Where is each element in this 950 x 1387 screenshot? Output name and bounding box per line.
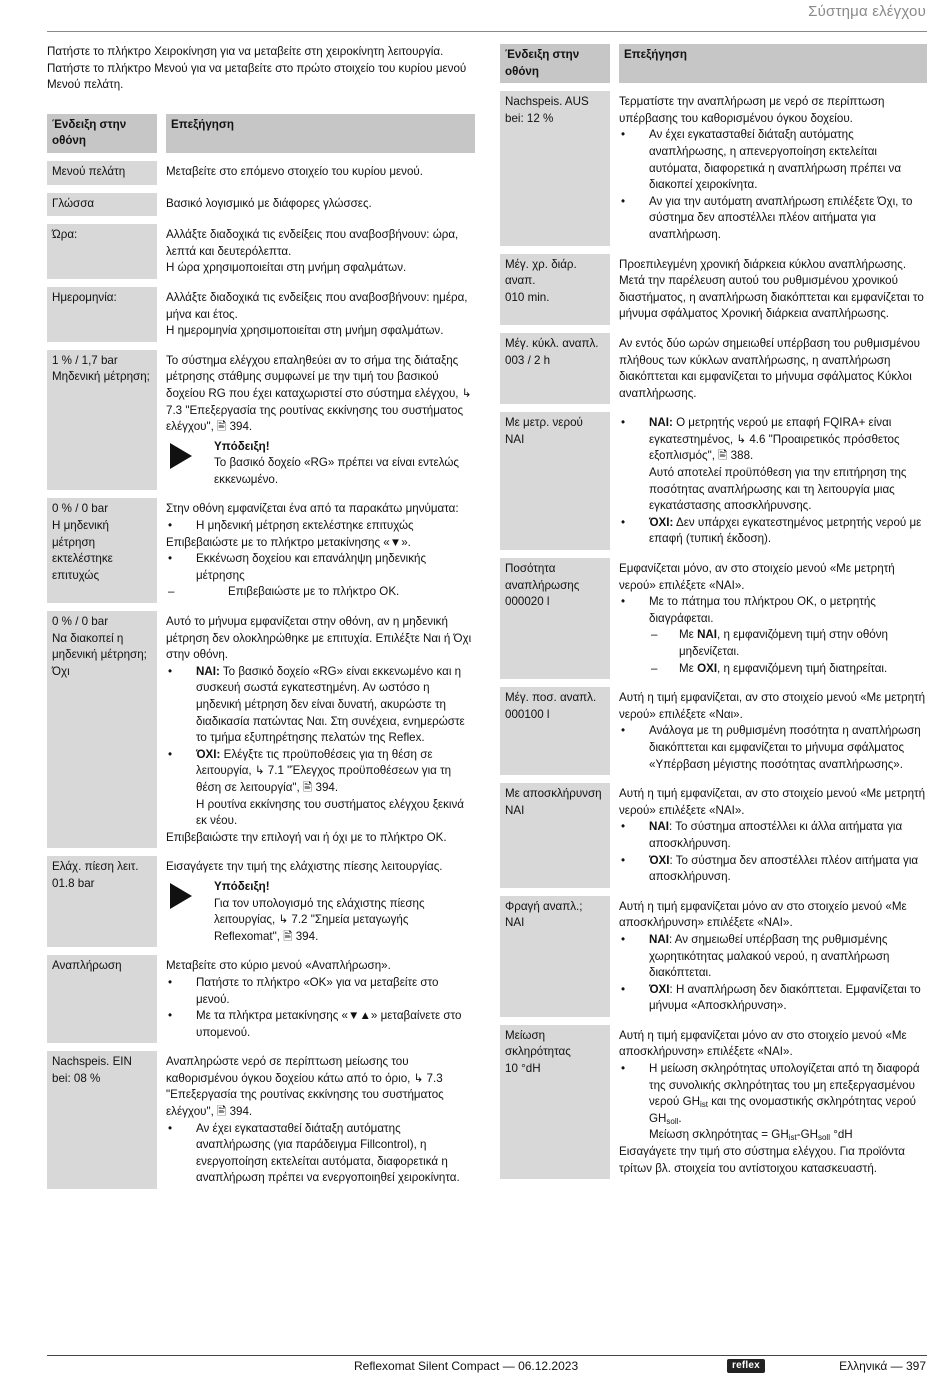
- row-label: Ποσότητα αναπλήρωσης: [505, 562, 580, 592]
- row-label: Να διακοπεί η μηδενική μέτρηση;: [52, 631, 147, 662]
- row-label: bei: 08 %: [52, 1071, 101, 1085]
- subscript: soll: [817, 1133, 830, 1143]
- header-rule: [47, 31, 927, 32]
- dash-pre: Με: [679, 661, 694, 675]
- bullet-text: Ελέγξτε τις προϋποθέσεις για τη θέση σε λειτουργία, ↳ 7.1 "Έλεγχος προϋποθέσεων για τη θέση σε λειτουργία", 🖹 394.: [196, 747, 452, 794]
- row-text: Αυτή η τιμή εμφανίζεται, αν στο στοιχείο μενού «Με μετρητή νερού» επιλέξετε «Ναι».: [619, 691, 926, 721]
- table-row: [500, 783, 927, 888]
- formula: -GH: [796, 1128, 818, 1142]
- row-label: 10 °dH: [505, 1062, 541, 1076]
- table-row: [500, 558, 927, 679]
- dash-pre: Με: [679, 628, 694, 642]
- formula: °dH: [829, 1128, 853, 1142]
- row-label: Ώρα:: [52, 228, 78, 242]
- row-text: Εισαγάγετε την τιμή στο σύστημα ελέγχου. Για προϊόντα τρίτων βλ. στοιχεία του αντίστοιχου κατασκευαστή.: [619, 1145, 905, 1175]
- bullet-text: .: [678, 1111, 682, 1125]
- bullet-item: • Ανάλογα με τη ρυθμισμένη ποσότητα η αναπλήρωση διακόπτεται και εμφανίζεται το μήνυμα σφάλματος «Υπέρβαση μέγιστης ποσότητας αναπλήρωσης».: [619, 723, 927, 773]
- subscript: soll: [666, 1116, 679, 1126]
- table-header-right: [500, 44, 927, 83]
- row-label: Nachspeis. EIN: [52, 1055, 132, 1069]
- bullet-item: [619, 415, 927, 515]
- row-text: Η ημερομηνία χρησιμοποιείται στη μνήμη σφαλμάτων.: [166, 324, 444, 338]
- table-row: [47, 350, 475, 491]
- footer-page-number: Ελληνικά — 397: [839, 1359, 926, 1373]
- bullet-key: ΝΑΙ:: [649, 416, 673, 430]
- row-label: Μέγ. χρ. διάρ. αναπ.: [505, 257, 577, 288]
- bullet-key: ΌΧΙ:: [649, 515, 674, 529]
- bullet-item: [619, 819, 927, 852]
- bullet-item: [166, 664, 475, 747]
- row-label: Μηδενική μέτρηση;: [52, 370, 150, 384]
- bullet-key: ΝΑΙ: [649, 820, 669, 834]
- note-arrow-icon: [170, 443, 192, 469]
- row-label: Μέγ. ποσ. αναπλ.: [505, 691, 597, 705]
- row-text: Μεταβείτε στο κύριο μενού «Αναπλήρωση».: [166, 959, 391, 973]
- bullet-item: • Με τα πλήκτρα μετακίνησης «▼▲» μεταβαίνετε στο υπομενού.: [166, 1008, 475, 1041]
- dash-key: ΟΧΙ: [697, 661, 718, 675]
- table-row: [47, 611, 475, 848]
- dash-item: [649, 627, 927, 660]
- row-label: Η μηδενική μέτρηση εκτελέστηκε επιτυχώς: [52, 519, 113, 582]
- table-row: [47, 161, 475, 185]
- table-row: [47, 955, 475, 1043]
- bullet-text: Δεν υπάρχει εγκατεστημένος μετρητής νερού με επαφή (τυπική έκδοση).: [649, 515, 922, 546]
- row-text: Τερματίστε την αναπλήρωση με νερό σε περίπτωση υπέρβασης του καθορισμένου όγκου δοχείου.: [619, 95, 885, 125]
- row-label: ΝΑΙ: [505, 803, 525, 817]
- header-explanation: Επεξήγηση: [619, 44, 927, 83]
- table-row: [500, 412, 927, 550]
- dash-text: , η εμφανιζόμενη τιμή διατηρείται.: [717, 661, 888, 675]
- row-label: 01.8 bar: [52, 876, 95, 890]
- page-header-title: Σύστημα ελέγχου: [808, 3, 926, 20]
- bullet-item: • Πατήστε το πλήκτρο «OK» για να μεταβείτε στο μενού.: [166, 975, 475, 1008]
- bullet-item: • Εκκένωση δοχείου και επανάληψη μηδενικής μέτρησης: [166, 551, 475, 584]
- row-text: Το σύστημα ελέγχου επαληθεύει αν το σήμα της διάταξης μέτρησης στάθμης συμφωνεί με την τιμή του βασικού δοχείου RG που έχει καταχωριστεί στο σύστημα ελέγχου, ↳ 7.3 "Επεξεργασία της ρουτίνας εκκίνησης του συστήματος ελέγχου", 🖹 394.: [166, 353, 472, 434]
- bullet-item: [619, 853, 927, 886]
- row-label: Μενού πελάτη: [52, 164, 126, 178]
- bullet-item: • Αν έχει εγκατασταθεί διάταξη αυτόματης αναπλήρωσης, η απενεργοποίηση εκτελείται αυτόματα, διαφορετικά η αναπλήρωση πρέπει να διακοπεί χειροκίνητα.: [619, 127, 927, 193]
- bullet-text: Η μείωση σκληρότητας υπολογίζεται από τη διαφορά της συνολικής σκληρότητας του μη επεξεργασμένου νερού GH: [649, 1062, 920, 1109]
- table-row: [47, 1051, 475, 1189]
- row-label: 000020 l: [505, 595, 550, 609]
- bullet-item: [619, 982, 927, 1015]
- row-text: Αυτή η τιμή εμφανίζεται, αν στο στοιχείο μενού «Με μετρητή νερού» επιλέξετε «ΝΑΙ».: [619, 787, 926, 817]
- row-label: ΝΑΙ: [505, 432, 525, 446]
- row-label: Με αποσκλήρυνση: [505, 787, 602, 801]
- row-label: Nachspeis. AUS: [505, 95, 589, 109]
- row-label: 0 % / 0 bar: [52, 502, 109, 516]
- dash-key: ΝΑΙ: [697, 628, 718, 642]
- row-label: Μείωση σκληρότητας: [505, 1028, 571, 1059]
- row-text: Αυτό το μήνυμα εμφανίζεται στην οθόνη, αν η μηδενική μέτρηση δεν ολοκληρώθηκε με επιτυχία. Επιλέξτε Ναι ή Όχι στην οθόνη.: [166, 615, 472, 662]
- row-label: 1 % / 1,7 bar: [52, 353, 118, 367]
- row-label: Αναπλήρωση: [52, 959, 122, 973]
- note-title: Υπόδειξη!: [214, 879, 270, 893]
- row-text: Αυτή η τιμή εμφανίζεται μόνο αν στο στοιχείο μενού «Με αποσκλήρυνση» επιλέξετε «ΝΑΙ».: [619, 1028, 907, 1059]
- row-label: Ημερομηνία:: [52, 290, 117, 304]
- dash-item: [649, 661, 927, 678]
- intro-line-2: Πατήστε το πλήκτρο Μενού για να μεταβείτε στο πρώτο στοιχείο του κυρίου μενού Μενού πελάτη.: [47, 61, 467, 92]
- left-column: [47, 44, 475, 1197]
- row-text: Προεπιλεγμένη χρονική διάρκεια κύκλου αναπλήρωσης. Μετά την παρέλευση αυτού του ρυθμισμένου χρονικού διαστήματος, η αναπλήρωση διακόπτεται και εμφανίζεται το μήνυμα σφάλματος Χρονική διάρκεια αναπλήρωσης.: [619, 257, 924, 321]
- row-text: Αναπληρώστε νερό σε περίπτωση μείωσης του καθορισμένου όγκου δοχείου κάτω από το όριο, ↳ 7.3 "Επεξεργασία της ρουτίνας εκκίνησης του συστήματος ελέγχου", 🖹 394.: [166, 1055, 444, 1119]
- note-box: [166, 439, 475, 489]
- reflex-logo: reflex: [727, 1359, 765, 1373]
- bullet-text: Ο μετρητής νερού με επαφή FQIRA+ είναι εγκατεστημένος, ↳ 4.6 "Προαιρετικός πρόσθετος εξοπλισμός", 🖹 388.: [649, 416, 900, 463]
- table-row: [47, 498, 475, 603]
- formula: Μείωση σκληρότητας = GH: [649, 1128, 789, 1142]
- row-label: ΝΑΙ: [505, 916, 525, 930]
- table-row: [47, 193, 475, 217]
- bullet-text: : Το σύστημα αποστέλλει κι άλλα αιτήματα για αποσκλήρυνση.: [649, 820, 903, 850]
- bullet-item: • Αν έχει εγκατασταθεί διάταξη αυτόματης αναπλήρωσης (για παράδειγμα Fillcontrol), η ενεργοποίηση εκτελείται αυτόματα, διαφορετικά η αναπλήρωση πρέπει να ενεργοποιηθεί χειροκίνητα.: [166, 1121, 475, 1187]
- note-text: Το βασικό δοχείο «RG» πρέπει να είναι εντελώς εκκενωμένο.: [214, 456, 459, 486]
- note-arrow-icon: [170, 883, 192, 909]
- row-label: Ελάχ. πίεση λειτ.: [52, 860, 139, 874]
- intro-text: [47, 44, 475, 94]
- subscript: ist: [788, 1133, 797, 1143]
- bullet-key: ΌΧΙ: [649, 982, 670, 996]
- bullet-text: και της ονομαστικής σκληρότητας νερού GH: [649, 1095, 916, 1125]
- table-row: [500, 254, 927, 325]
- bullet-extra: Αυτό αποτελεί προϋπόθεση για την επιτήρηση της ποσότητας αναπλήρωσης και τη λειτουργία μιας εγκατάστασης αποσκλήρυνσης.: [649, 466, 907, 513]
- header-explanation: Επεξήγηση: [166, 114, 475, 153]
- right-column: [500, 44, 927, 1187]
- bullet-text: : Το σύστημα δεν αποστέλλει πλέον αιτήματα για αποσκλήρυνση.: [649, 853, 919, 884]
- row-label: Φραγή αναπλ.;: [505, 899, 583, 913]
- bullet-key: ΌΧΙ: [649, 853, 670, 867]
- bullet-item: [619, 594, 927, 677]
- header-display: Ένδειξη στην οθόνη: [47, 114, 157, 153]
- row-label: Με μετρ. νερού: [505, 416, 583, 430]
- intro-line-1: Πατήστε το πλήκτρο Χειροκίνηση για να μεταβείτε στη χειροκίνητη λειτουργία.: [47, 45, 444, 58]
- table-row: [47, 856, 475, 947]
- row-text: Βασικό λογισμικό με διάφορες γλώσσες.: [166, 196, 372, 210]
- bullet-extra: Η ρουτίνα εκκίνησης του συστήματος ελέγχου ξεκινά εκ νέου.: [196, 797, 464, 828]
- bullet-item: [619, 932, 927, 982]
- row-label: 010 min.: [505, 290, 550, 304]
- row-text: Αν εντός δύο ωρών σημειωθεί υπέρβαση του ρυθμισμένου πλήθους των κύκλων αναπλήρωσης, η αναπλήρωση διακόπτεται και εμφανίζεται το μήνυμα σφάλματος Κύκλοι αναπλήρωσης.: [619, 336, 920, 400]
- subscript: ist: [699, 1100, 708, 1110]
- footer-product: Reflexomat Silent Compact — 06.12.2023: [354, 1359, 579, 1373]
- table-row: [500, 91, 927, 245]
- note-text: Για τον υπολογισμό της ελάχιστης πίεσης λειτουργίας, ↳ 7.2 "Σημεία μεταγωγής Reflexomat", 🖹 394.: [214, 896, 425, 943]
- row-label: Όχι: [52, 664, 70, 678]
- table-row: [500, 333, 927, 404]
- row-text: Επιβεβαιώστε με το πλήκτρο μετακίνησης «▼».: [166, 535, 411, 549]
- row-text: Εισαγάγετε την τιμή της ελάχιστης πίεσης λειτουργίας.: [166, 860, 443, 874]
- row-text: Μεταβείτε στο επόμενο στοιχείο του κυρίου μενού.: [166, 164, 423, 178]
- bullet-key: ΌΧΙ:: [196, 747, 221, 761]
- row-text: Επιβεβαιώστε την επιλογή ναι ή όχι με το πλήκτρο OK.: [166, 830, 447, 844]
- table-header-left: [47, 114, 475, 153]
- table-row: [47, 287, 475, 342]
- header-display: Ένδειξη στην οθόνη: [500, 44, 610, 83]
- bullet-item: • Η μηδενική μέτρηση εκτελέστηκε επιτυχώς: [166, 518, 475, 535]
- row-label: 000100 l: [505, 707, 550, 721]
- bullet-text: Το βασικό δοχείο «RG» είναι εκκενωμένο και η συσκευή σωστά εγκατεστημένη. Αν ωστόσο η μηδενική μέτρηση δεν είναι δυνατή, ακυρώστε τη διαδικασία πατώντας Ναι. Στη συνέχεια, ενημερώστε το τμήμα εξυπηρέτησης πελατών της Reflex.: [196, 664, 465, 745]
- bullet-item: [166, 747, 475, 830]
- table-row: [500, 687, 927, 775]
- note-title: Υπόδειξη!: [214, 439, 270, 453]
- row-label: 003 / 2 h: [505, 353, 551, 367]
- table-row: [500, 896, 927, 1017]
- row-label: Γλώσσα: [52, 196, 95, 210]
- bullet-key: ΝΑΙ: [649, 932, 669, 946]
- row-text: Αλλάξτε διαδοχικά τις ενδείξεις που αναβοσβήνουν: ώρα, λεπτά και δευτερόλεπτα.: [166, 228, 459, 258]
- bullet-text: : Η αναπλήρωση δεν διακόπτεται. Εμφανίζεται το μήνυμα «Αποσκλήρυνση».: [649, 982, 921, 1013]
- dash-text: , η εμφανιζόμενη τιμή στην οθόνη μηδενίζεται.: [679, 628, 888, 658]
- table-row: [47, 224, 475, 279]
- row-label: Μέγ. κύκλ. αναπλ.: [505, 336, 599, 350]
- bullet-item: • Αν για την αυτόματη αναπλήρωση επιλέξετε Όχι, το σύστημα δεν αποστέλλει πλέον αιτήματα για αναπλήρωση.: [619, 194, 927, 244]
- bullet-text: Με το πάτημα του πλήκτρου OK, ο μετρητής διαγράφεται.: [649, 595, 876, 625]
- footer-rule: [47, 1355, 927, 1356]
- row-text: Αυτή η τιμή εμφανίζεται μόνο αν στο στοιχείο μενού «Με αποσκλήρυνση» επιλέξετε «ΝΑΙ».: [619, 899, 907, 930]
- row-text: Στην οθόνη εμφανίζεται ένα από τα παρακάτω μηνύματα:: [166, 502, 459, 516]
- row-label: 0 % / 0 bar: [52, 615, 109, 629]
- bullet-item: [619, 1061, 927, 1144]
- bullet-item: [619, 515, 927, 548]
- row-text: Αλλάξτε διαδοχικά τις ενδείξεις που αναβοσβήνουν: ημέρα, μήνα και έτος.: [166, 290, 468, 321]
- bullet-text: : Αν σημειωθεί υπέρβαση της ρυθμισμένης χωρητικότητας μαλακού νερού, η αναπλήρωση διακόπτεται.: [649, 932, 890, 980]
- note-box: [166, 879, 475, 945]
- dash-item: – Επιβεβαιώστε με το πλήκτρο OK.: [166, 584, 475, 601]
- table-row: [500, 1025, 927, 1179]
- row-text: Εμφανίζεται μόνο, αν στο στοιχείο μενού «Με μετρητή νερού» επιλέξετε «ΝΑΙ».: [619, 562, 895, 592]
- bullet-key: ΝΑΙ:: [196, 664, 220, 678]
- row-label: bei: 12 %: [505, 111, 554, 125]
- row-text: Η ώρα χρησιμοποιείται στη μνήμη σφαλμάτων.: [166, 261, 407, 275]
